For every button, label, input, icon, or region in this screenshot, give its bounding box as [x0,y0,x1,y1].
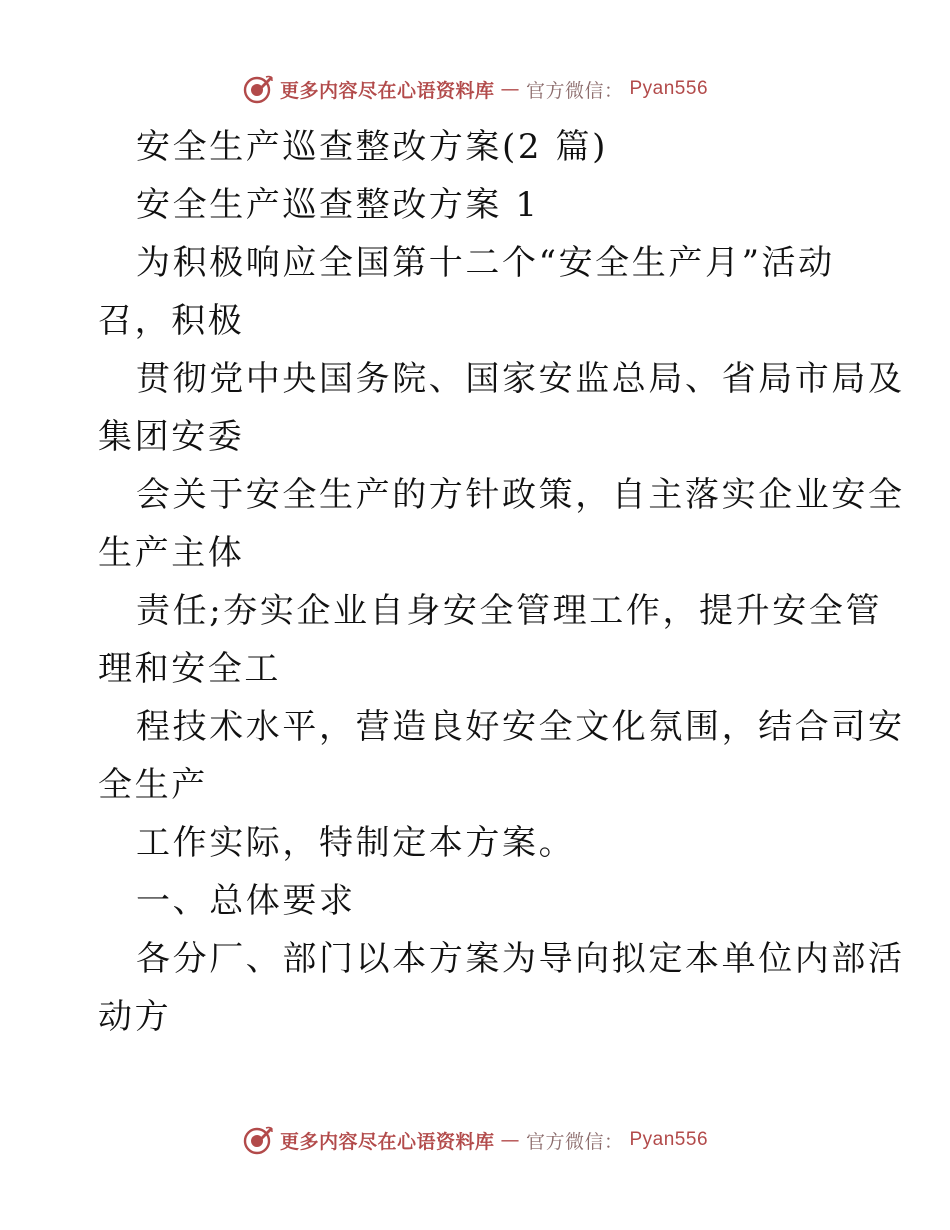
document-line: 生产主体 [98,533,245,573]
document-line: 工作实际，特制定本方案。 [136,823,576,863]
document-line: 动方 [98,997,172,1037]
footer-banner [0,1123,950,1157]
banner-wechat-id: Pyan556 [629,1129,709,1150]
document-line: 各分厂、部门以本方案为导向拟定本单位内部活 [136,939,905,979]
banner-dash: — [500,1129,520,1151]
document-line: 全生产 [98,765,208,805]
quill-pen-logo-icon [242,1124,274,1156]
header-banner [0,72,950,106]
document-line: 程技术水平，营造良好安全文化氛围，结合司安 [136,707,905,747]
banner-dash: — [500,78,520,100]
banner-main-text: 更多内容尽在心语资料库 [279,1130,495,1153]
document-line: 集团安委 [98,417,245,457]
document-line: 责任;夯实企业自身安全管理工作，提升安全管 [136,591,883,631]
document-line: 召，积极 [98,301,245,341]
banner-wechat-id: Pyan556 [629,78,709,99]
document-line: 会关于安全生产的方针政策，自主落实企业安全 [136,475,905,515]
document-line: 安全生产巡查整改方案 1 [136,185,540,225]
document-body [98,118,905,1046]
banner-main-text: 更多内容尽在心语资料库 [279,79,495,102]
document-line: 安全生产巡查整改方案(2 篇) [136,127,608,167]
banner-wechat-label: 官方微信： [525,79,624,102]
quill-pen-logo-icon [242,73,274,105]
document-line: 理和安全工 [98,649,281,689]
document-line: 一、总体要求 [136,881,356,921]
banner-wechat-label: 官方微信： [525,1130,624,1153]
document-line: 贯彻党中央国务院、国家安监总局、省局市局及 [136,359,905,399]
document-line: 为积极响应全国第十二个“安全生产月”活动 [136,243,835,283]
